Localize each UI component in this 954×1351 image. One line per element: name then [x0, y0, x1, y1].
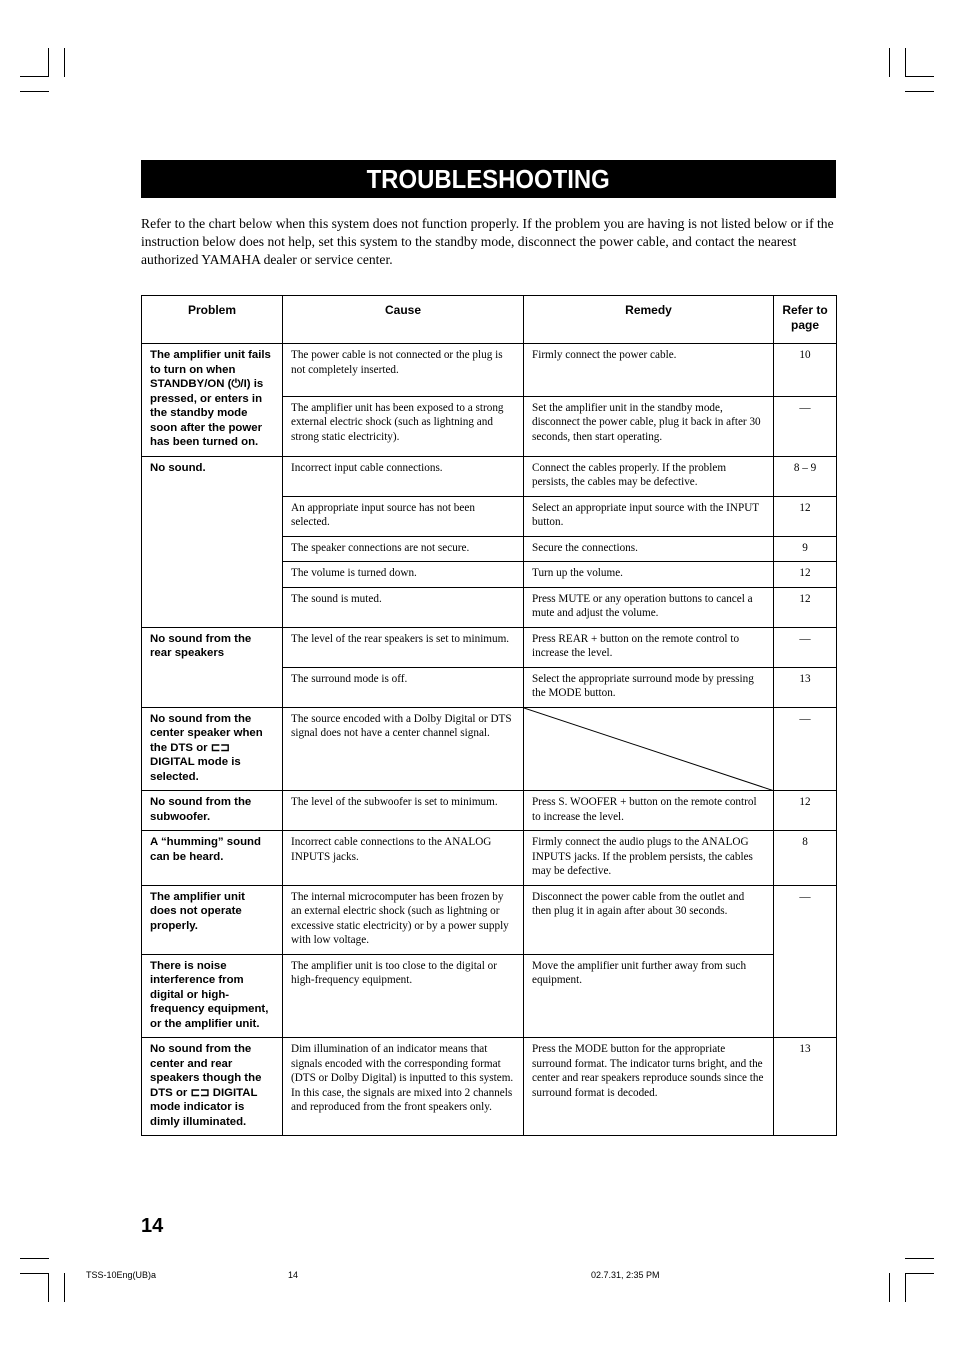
- table-row: [142, 627, 837, 667]
- page-title: TROUBLESHOOTING: [366, 163, 611, 194]
- refer-page-cell: —: [774, 396, 837, 456]
- problem-cell: The amplifier unit does not operate properly.: [142, 885, 283, 954]
- problem-cell: No sound.: [142, 456, 283, 627]
- remedy-cell: Secure the connections.: [524, 536, 774, 562]
- header-remedy: Remedy: [524, 296, 774, 344]
- remedy-cell: Firmly connect the power cable.: [524, 344, 774, 397]
- remedy-cell: Firmly connect the audio plugs to the ANALOG INPUTS jacks. If the problem persists, the cables may be defective.: [524, 831, 774, 886]
- refer-page-cell: 10: [774, 344, 837, 397]
- refer-page-cell: 8 – 9: [774, 456, 837, 496]
- header-refer-to-page: Refer to page: [774, 296, 837, 344]
- problem-cell: No sound from the rear speakers: [142, 627, 283, 707]
- refer-page-cell: 12: [774, 496, 837, 536]
- refer-page-cell: 13: [774, 667, 837, 707]
- refer-page-cell: —: [774, 707, 837, 791]
- crop-mark: [48, 1273, 49, 1302]
- problem-cell: A “humming” sound can be heard.: [142, 831, 283, 886]
- crop-mark: [20, 76, 49, 77]
- table-row: [142, 831, 837, 886]
- crop-mark: [905, 48, 906, 77]
- refer-page-cell: 12: [774, 562, 837, 588]
- page-number: 14: [141, 1215, 164, 1237]
- cause-cell: The amplifier unit has been exposed to a strong external electric shock (such as lightning and strong static electricity).: [283, 396, 524, 456]
- cause-cell: The amplifier unit is too close to the digital or high-frequency equipment.: [283, 954, 524, 1038]
- cause-cell: The source encoded with a Dolby Digital or DTS signal does not have a center channel signal.: [283, 707, 524, 791]
- crop-mark: [20, 1273, 49, 1274]
- header-cause: Cause: [283, 296, 524, 344]
- diagonal-slash: [524, 708, 773, 791]
- table-row: [142, 456, 837, 496]
- table-row: [142, 344, 837, 397]
- remedy-cell: Select the appropriate surround mode by pressing the MODE button.: [524, 667, 774, 707]
- crop-mark: [64, 1273, 65, 1302]
- problem-cell: No sound from the subwoofer.: [142, 791, 283, 831]
- remedy-cell: Press S. WOOFER + button on the remote control to increase the level.: [524, 791, 774, 831]
- footer-page: 14: [288, 1270, 299, 1280]
- remedy-cell: Connect the cables properly. If the problem persists, the cables may be defective.: [524, 456, 774, 496]
- refer-page-cell: 8: [774, 831, 837, 886]
- header-problem: Problem: [142, 296, 283, 344]
- crop-mark: [905, 76, 934, 77]
- crop-mark: [20, 1258, 49, 1259]
- crop-mark: [905, 91, 934, 92]
- cause-cell: Incorrect input cable connections.: [283, 456, 524, 496]
- remedy-cell: Press REAR + button on the remote control to increase the level.: [524, 627, 774, 667]
- problem-cell: No sound from the center speaker when the DTS or ⊏⊐ DIGITAL mode is selected.: [142, 707, 283, 791]
- crop-mark: [64, 48, 65, 77]
- cause-cell: The surround mode is off.: [283, 667, 524, 707]
- remedy-cell: Select an appropriate input source with the INPUT button.: [524, 496, 774, 536]
- crop-mark: [889, 48, 890, 77]
- intro-paragraph: Refer to the chart below when this system does not function properly. If the problem you are having is not listed below or if the instruction below does not help, set this system to the standby mode, disconnect the power cable, and contact the nearest authorized YAMAHA dealer or service center.: [141, 216, 834, 267]
- crop-mark: [905, 1258, 934, 1259]
- cause-cell: The speaker connections are not secure.: [283, 536, 524, 562]
- table-header-row: [142, 296, 837, 344]
- refer-page-cell: 13: [774, 1038, 837, 1136]
- page-title-bar: [141, 160, 836, 198]
- table-row: [142, 791, 837, 831]
- cause-cell: Incorrect cable connections to the ANALOG INPUTS jacks.: [283, 831, 524, 886]
- cause-cell: The sound is muted.: [283, 587, 524, 627]
- problem-cell: There is noise interference from digital or high-frequency equipment, or the amplifier unit.: [142, 954, 283, 1038]
- refer-page-cell: —: [774, 627, 837, 667]
- refer-page-cell: 9: [774, 536, 837, 562]
- problem-cell: The amplifier unit fails to turn on when STANDBY/ON (⏻/I) is pressed, or enters in the standby mode soon after the power has been turned on.: [142, 344, 283, 457]
- refer-page-cell: 12: [774, 791, 837, 831]
- table-row: [142, 707, 837, 791]
- remedy-cell: Disconnect the power cable from the outlet and then plug it in again after about 30 seconds.: [524, 885, 774, 954]
- footer-file: TSS-10Eng(UB)a: [86, 1270, 157, 1280]
- cause-cell: The power cable is not connected or the plug is not completely inserted.: [283, 344, 524, 397]
- remedy-cell: Press MUTE or any operation buttons to cancel a mute and adjust the volume.: [524, 587, 774, 627]
- remedy-cell-empty: [524, 707, 774, 791]
- remedy-cell: Turn up the volume.: [524, 562, 774, 588]
- cause-cell: An appropriate input source has not been selected.: [283, 496, 524, 536]
- cause-cell: The level of the subwoofer is set to minimum.: [283, 791, 524, 831]
- crop-mark: [905, 1273, 906, 1302]
- cause-cell: The level of the rear speakers is set to minimum.: [283, 627, 524, 667]
- cause-cell: The internal microcomputer has been frozen by an external electric shock (such as lightning or excessive static electricity) or by a power supply with low voltage.: [283, 885, 524, 954]
- problem-cell: No sound from the center and rear speakers though the DTS or ⊏⊐ DIGITAL mode indicator is dimly illuminated.: [142, 1038, 283, 1136]
- remedy-cell: Move the amplifier unit further away from such equipment.: [524, 954, 774, 1038]
- troubleshooting-table: [141, 295, 837, 1136]
- remedy-cell: Press the MODE button for the appropriate surround format. The indicator turns bright, and the center and rear speakers reproduce sounds since the surround format is decoded.: [524, 1038, 774, 1136]
- refer-page-cell: 12: [774, 587, 837, 627]
- cause-cell: The volume is turned down.: [283, 562, 524, 588]
- crop-mark: [20, 91, 49, 92]
- crop-mark: [48, 48, 49, 77]
- refer-page-cell: —: [774, 885, 837, 1038]
- table-body: [142, 344, 837, 1136]
- table-row: [142, 954, 837, 1038]
- crop-mark: [889, 1273, 890, 1302]
- cause-cell: Dim illumination of an indicator means that signals encoded with the corresponding format (DTS or Dolby Digital) is inputted to this system. In this case, the signals are mixed into 2 channels and reproduced from the front speakers only.: [283, 1038, 524, 1136]
- footer-date: 02.7.31, 2:35 PM: [591, 1270, 660, 1280]
- table-row: [142, 1038, 837, 1136]
- crop-mark: [905, 1273, 934, 1274]
- table-row: [142, 885, 837, 954]
- remedy-cell: Set the amplifier unit in the standby mode, disconnect the power cable, plug it back in after 30 seconds, then start operating.: [524, 396, 774, 456]
